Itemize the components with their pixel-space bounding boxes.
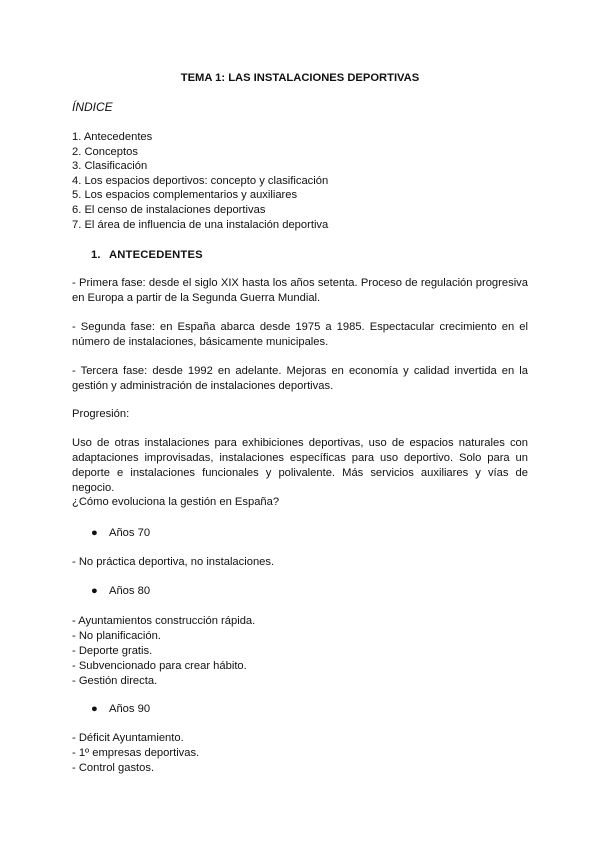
list-item: - Ayuntamientos construcción rápida.: [72, 615, 256, 627]
bullet-dot-icon: ●: [91, 527, 98, 539]
bullet-item: [91, 703, 150, 715]
toc-item: 6. El censo de instalaciones deportivas: [72, 203, 266, 216]
list-item: - No planificación.: [72, 630, 161, 642]
section-heading: [91, 249, 203, 261]
list-item: - Deporte gratis.: [72, 645, 153, 657]
list-item: - 1º empresas deportivas.: [72, 747, 200, 759]
index-heading: ÍNDICE: [72, 100, 113, 114]
list-item: - Subvencionado para crear hábito.: [72, 660, 247, 672]
decade-label: Años 90: [109, 703, 151, 715]
toc-item: 3. Clasificación: [72, 160, 148, 173]
decade-label: Años 80: [109, 585, 151, 597]
phase-paragraph: - Tercera fase: desde 1992 en adelante. Mejoras en economía y calidad invertida en la gestión y administración de instalaciones deportivas.: [72, 365, 528, 392]
toc-item: 2. Conceptos: [72, 145, 138, 158]
toc-item: 7. El área de influencia de una instalación deportiva: [72, 218, 329, 231]
toc-item: 4. Los espacios deportivos: concepto y clasificación: [72, 174, 329, 187]
section-title: ANTECEDENTES: [109, 249, 203, 261]
list-item: - Gestión directa.: [72, 675, 158, 687]
progresion-label: Progresión:: [72, 408, 130, 420]
decade-items: [72, 731, 199, 776]
bullet-item: [91, 585, 150, 597]
decade-items: [72, 614, 255, 689]
document-title: TEMA 1: LAS INSTALACIONES DEPORTIVAS: [180, 72, 420, 84]
phase-paragraph: - Primera fase: desde el siglo XIX hasta los años setenta. Proceso de regulación progresiva en Europa a partir de la Segunda Guerra Mundial.: [72, 277, 528, 304]
section-number: 1.: [91, 249, 101, 261]
bullet-dot-icon: ●: [91, 585, 98, 597]
toc-item: 5. Los espacios complementarios y auxiliares: [72, 189, 298, 202]
list-item: - Control gastos.: [72, 762, 155, 774]
progresion-paragraph: Uso de otras instalaciones para exhibiciones deportivas, uso de espacios naturales con adaptaciones improvisadas, instalaciones específicas para uso deportivo. Solo para un deporte e instalaciones funcionales y polivalente. Más servicios auxiliares y vías de negocio.: [72, 437, 528, 494]
bullet-item: [91, 527, 150, 539]
table-of-contents: [72, 130, 328, 232]
question-text: ¿Cómo evoluciona la gestión en España?: [72, 496, 280, 508]
bullet-dot-icon: ●: [91, 703, 98, 715]
list-item: - No práctica deportiva, no instalaciones.: [72, 556, 275, 568]
list-item: - Déficit Ayuntamiento.: [72, 732, 184, 744]
decade-items: [72, 555, 274, 570]
decade-label: Años 70: [109, 527, 151, 539]
toc-item: 1. Antecedentes: [72, 131, 153, 143]
phase-paragraph: - Segunda fase: en España abarca desde 1975 a 1985. Espectacular crecimiento en el número de instalaciones, básicamente municipales.: [72, 321, 528, 348]
